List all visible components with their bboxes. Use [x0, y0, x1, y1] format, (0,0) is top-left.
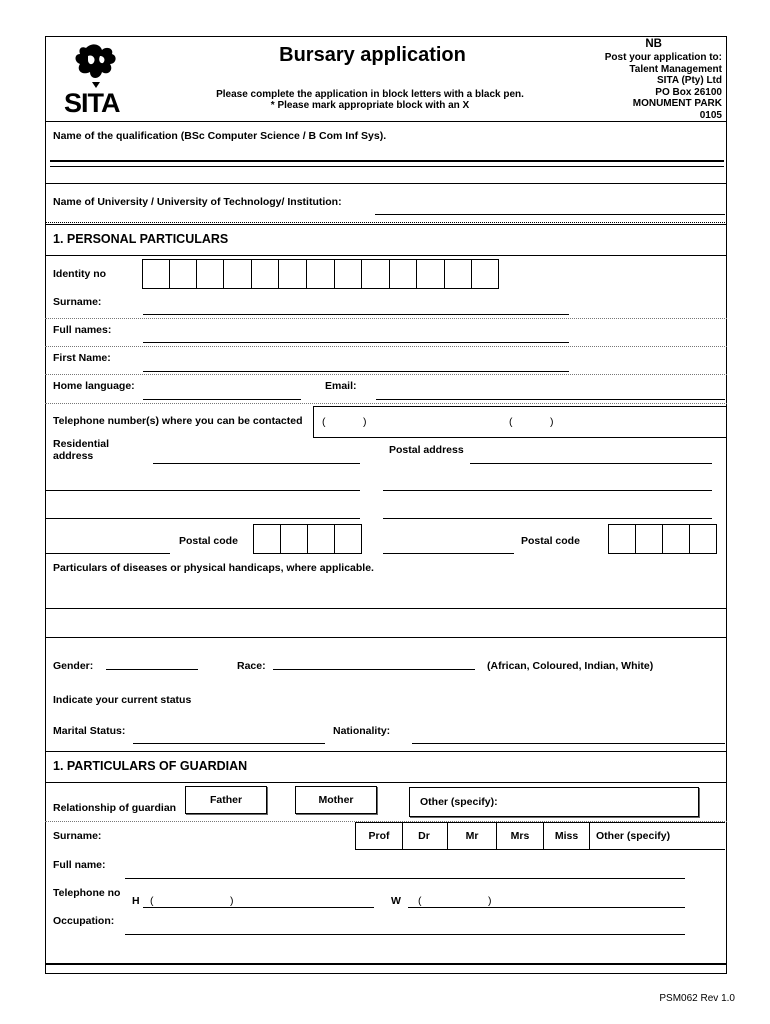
qualification-field[interactable]: [50, 160, 724, 167]
instruction-mark-x: * Please mark appropriate block with an X: [270, 100, 470, 111]
father-option[interactable]: [185, 786, 267, 814]
post-line: Talent Management: [629, 63, 722, 75]
title-option-prof[interactable]: [355, 822, 403, 850]
postal-code-box[interactable]: [690, 524, 717, 554]
race-options: (African, Coloured, Indian, White): [487, 660, 654, 672]
postal-address-line-4[interactable]: [383, 553, 514, 554]
bottom-rule: [45, 963, 727, 965]
id-digit-box[interactable]: [142, 259, 170, 289]
id-digit-box[interactable]: [279, 259, 307, 289]
father-option-label: Father: [209, 794, 243, 806]
row-separator: [45, 318, 727, 319]
title-option-mrs[interactable]: [497, 822, 544, 850]
telephone-label: Telephone number(s) where you can be contacted: [53, 415, 303, 427]
revision-code: PSM062 Rev 1.0: [659, 993, 735, 1004]
nb-label: NB: [645, 38, 662, 50]
postal-code-box[interactable]: [253, 524, 281, 554]
occupation-field[interactable]: [125, 934, 685, 935]
post-line: 0105: [699, 109, 722, 121]
guardian-section-title: 1. PARTICULARS OF GUARDIAN: [53, 759, 248, 773]
postal-address-label: Postal address: [389, 444, 464, 456]
residential-address-line-4[interactable]: [45, 553, 170, 554]
post-line: SITA (Pty) Ltd: [657, 75, 722, 86]
bracket: ): [230, 895, 234, 907]
id-digit-box[interactable]: [390, 259, 417, 289]
identity-number-boxes[interactable]: [142, 259, 499, 289]
qualification-label: Name of the qualification (BSc Computer Science / B Com Inf Sys).: [53, 130, 387, 142]
id-digit-box[interactable]: [170, 259, 197, 289]
full-names-label: Full names:: [53, 324, 112, 336]
row-separator: [45, 403, 727, 404]
diseases-label: Particulars of diseases or physical handicaps, where applicable.: [53, 562, 374, 574]
postal-code-boxes-right[interactable]: [608, 524, 717, 554]
id-digit-box[interactable]: [252, 259, 279, 289]
id-digit-box[interactable]: [445, 259, 472, 289]
post-line: Post your application to:: [604, 52, 722, 63]
id-digit-box[interactable]: [335, 259, 362, 289]
title-option-other[interactable]: [590, 822, 725, 850]
first-name-label: First Name:: [53, 352, 111, 364]
logo-text: SITA: [64, 88, 120, 118]
postal-code-box[interactable]: [636, 524, 663, 554]
postal-code-box[interactable]: [335, 524, 362, 554]
title-option-label: Prof: [368, 830, 390, 842]
guardian-section-header: [45, 751, 727, 783]
home-phone-field[interactable]: [143, 907, 374, 908]
race-field[interactable]: [273, 669, 475, 670]
id-digit-box[interactable]: [307, 259, 335, 289]
relationship-label: Relationship of guardian: [53, 802, 177, 814]
personal-section-title: 1. PERSONAL PARTICULARS: [53, 232, 229, 246]
residential-address-line-3[interactable]: [45, 518, 360, 519]
instruction-block-letters: Please complete the application in block letters with a black pen.: [216, 89, 524, 100]
postal-code-label-right: Postal code: [521, 535, 580, 547]
row-separator: [45, 374, 727, 375]
title-option-label: Dr: [418, 830, 430, 842]
home-phone-prefix: H: [132, 895, 140, 907]
id-digit-box[interactable]: [472, 259, 499, 289]
post-line: MONUMENT PARK: [632, 98, 722, 109]
university-field[interactable]: [375, 214, 725, 215]
personal-section-header: [45, 224, 727, 256]
page-title: Bursary application: [279, 44, 466, 66]
postal-address-line-2[interactable]: [383, 490, 712, 491]
guardian-full-name-label: Full name:: [53, 859, 106, 871]
id-digit-box[interactable]: [224, 259, 252, 289]
postal-code-box[interactable]: [663, 524, 690, 554]
bracket: (: [418, 895, 422, 907]
telephone-field[interactable]: [313, 406, 726, 438]
surname-label: Surname:: [53, 296, 102, 308]
residential-label-line: Residential: [53, 438, 110, 450]
guardian-surname-label: Surname:: [53, 830, 102, 842]
title-option-label: Miss: [554, 830, 579, 842]
title-option-label: Mrs: [510, 830, 530, 842]
postal-code-box[interactable]: [308, 524, 335, 554]
bracket: (: [509, 416, 513, 428]
nationality-field[interactable]: [412, 743, 725, 744]
postal-code-label-left: Postal code: [179, 535, 238, 547]
postal-instructions: [560, 52, 722, 121]
race-label: Race:: [237, 660, 266, 672]
guardian-telephone-label: Telephone no: [53, 887, 121, 899]
work-phone-field[interactable]: [408, 907, 685, 908]
diseases-field-line-2[interactable]: [45, 637, 727, 638]
id-digit-box[interactable]: [362, 259, 390, 289]
bracket: ): [363, 416, 367, 428]
divider: [45, 222, 727, 223]
postal-code-box[interactable]: [608, 524, 636, 554]
surname-field[interactable]: [143, 314, 569, 315]
residential-address-line-2[interactable]: [45, 490, 360, 491]
sita-logo-emblem: [66, 42, 126, 88]
identity-label: Identity no: [53, 268, 107, 280]
nationality-label: Nationality:: [333, 725, 391, 737]
residential-label: [53, 438, 109, 462]
other-relationship-option[interactable]: [409, 787, 699, 817]
title-option-mr[interactable]: [448, 822, 497, 850]
marital-status-field[interactable]: [133, 743, 325, 744]
post-line: PO Box 26100: [655, 86, 722, 98]
bracket: ): [488, 895, 492, 907]
first-name-field[interactable]: [143, 371, 569, 372]
mother-option[interactable]: [295, 786, 377, 814]
work-phone-prefix: W: [391, 895, 401, 907]
full-names-field[interactable]: [143, 342, 569, 343]
title-option-dr[interactable]: [401, 822, 448, 850]
email-field[interactable]: [376, 399, 725, 400]
gender-field[interactable]: [106, 669, 198, 670]
sita-logo: [60, 42, 130, 116]
residential-label-line: address: [53, 450, 94, 462]
current-status-label: Indicate your current status: [53, 694, 192, 706]
bracket: ): [550, 416, 554, 428]
guardian-full-name-field[interactable]: [125, 878, 685, 879]
postal-address-field[interactable]: [470, 463, 712, 464]
divider: [45, 183, 727, 184]
gender-label: Gender:: [53, 660, 94, 672]
row-separator: [45, 346, 727, 347]
bracket: (: [150, 895, 154, 907]
marital-status-label: Marital Status:: [53, 725, 126, 737]
diseases-field[interactable]: [45, 608, 727, 609]
other-relationship-label: Other (specify):: [420, 796, 498, 808]
occupation-label: Occupation:: [53, 915, 115, 927]
title-option-miss[interactable]: [544, 822, 590, 850]
id-digit-box[interactable]: [417, 259, 445, 289]
university-label: Name of University / University of Technology/ Institution:: [53, 196, 342, 208]
postal-code-boxes-left[interactable]: [253, 524, 362, 554]
bracket: (: [322, 416, 326, 428]
mother-option-label: Mother: [318, 794, 354, 806]
title-option-label: Other (specify): [596, 830, 671, 842]
title-option-label: Mr: [465, 830, 479, 842]
id-digit-box[interactable]: [197, 259, 224, 289]
residential-address-field[interactable]: [153, 463, 360, 464]
postal-address-line-3[interactable]: [383, 518, 712, 519]
home-language-label: Home language:: [53, 380, 135, 392]
home-language-field[interactable]: [143, 399, 301, 400]
postal-code-box[interactable]: [281, 524, 308, 554]
email-label: Email:: [325, 380, 357, 392]
divider: [45, 121, 727, 122]
